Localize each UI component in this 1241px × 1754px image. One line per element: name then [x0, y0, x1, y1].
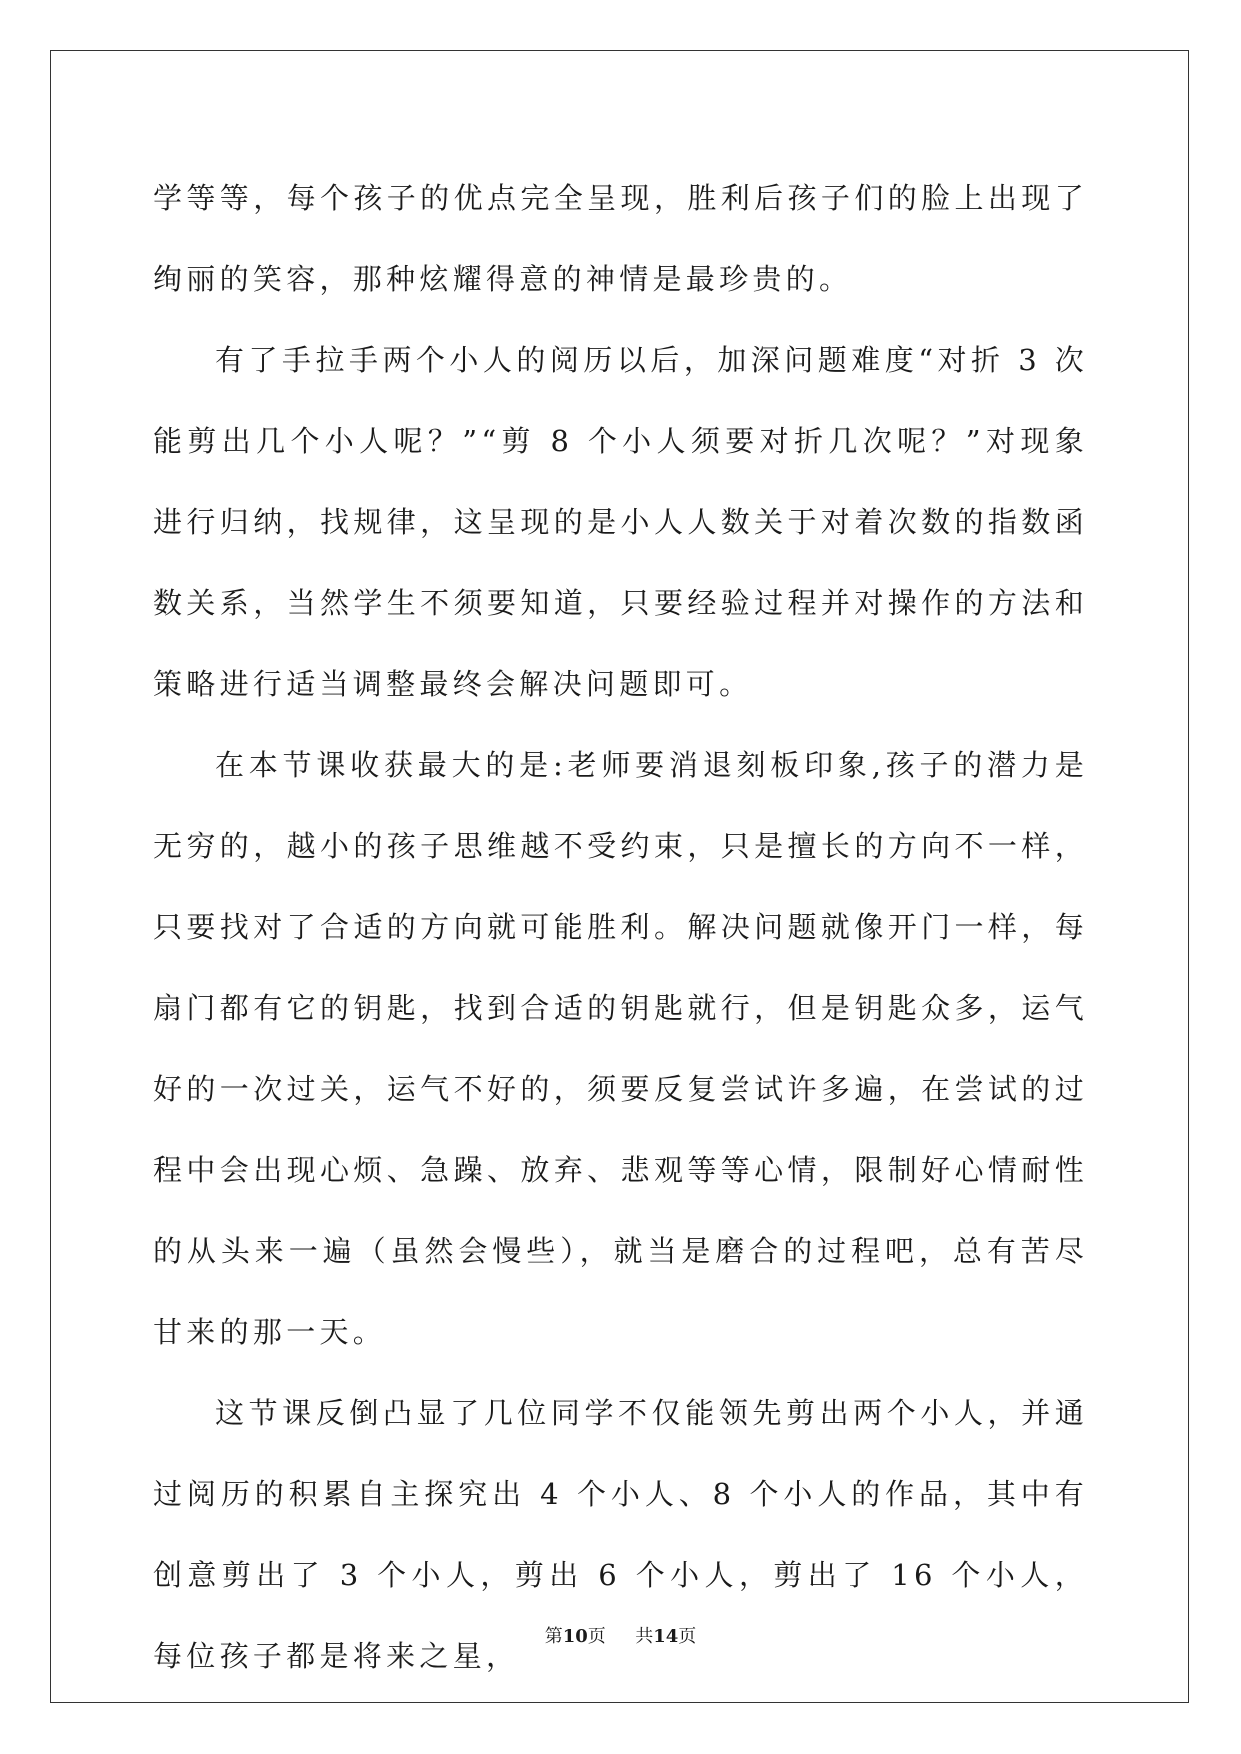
total-page-number: 14 — [653, 1626, 679, 1647]
paragraph-4: 这节课反倒凸显了几位同学不仅能领先剪出两个小人，并通过阅历的积累自主探究出 4 个小人、8 个小人的作品，其中有创意剪出了 3 个小人，剪出 6 个小人，剪出了 16 个小人，每位孩子都是将来之星， — [153, 1396, 1088, 1673]
page-number-label — [545, 1626, 612, 1647]
paragraph-2: 有了手拉手两个小人的阅历以后，加深问题难度“对折 3 次能剪出几个小人呢？”“剪 8 个小人须要对折几次呢？”对现象进行归纳，找规律，这呈现的是小人人数关于对着次数的指数函数关系，当然学生不须要知道，只要经验过程并对操作的方法和策略进行适当调整最终会解决问题即可。 — [153, 343, 1088, 701]
paragraph-1: 学等等，每个孩子的优点完全呈现，胜利后孩子们的脸上出现了绚丽的笑容，那种炫耀得意的神情是最珍贵的。 — [153, 181, 1088, 296]
current-page-number: 10 — [562, 1626, 588, 1647]
total-pages-label — [635, 1626, 696, 1647]
document-body — [153, 158, 1088, 1697]
paragraph-3: 在本节课收获最大的是:老师要消退刻板印象,孩子的潜力是无穷的，越小的孩子思维越不受约束，只是擅长的方向不一样，只要找对了合适的方向就可能胜利。解决问题就像开门一样，每扇门都有它的钥匙，找到合适的钥匙就行，但是钥匙众多，运气好的一次过关，运气不好的，须要反复尝试许多遍，在尝试的过程中会出现心烦、急躁、放弃、悲观等等心情，限制好心情耐性的从头来一遍（虽然会慢些），就当是磨合的过程吧，总有苦尽甘来的那一天。 — [153, 748, 1088, 1349]
page-footer — [0, 1625, 1241, 1649]
total-suffix: 页 — [678, 1626, 697, 1647]
page-suffix: 页 — [587, 1626, 606, 1647]
page-prefix: 第 — [544, 1626, 563, 1647]
total-prefix: 共 — [635, 1626, 654, 1647]
